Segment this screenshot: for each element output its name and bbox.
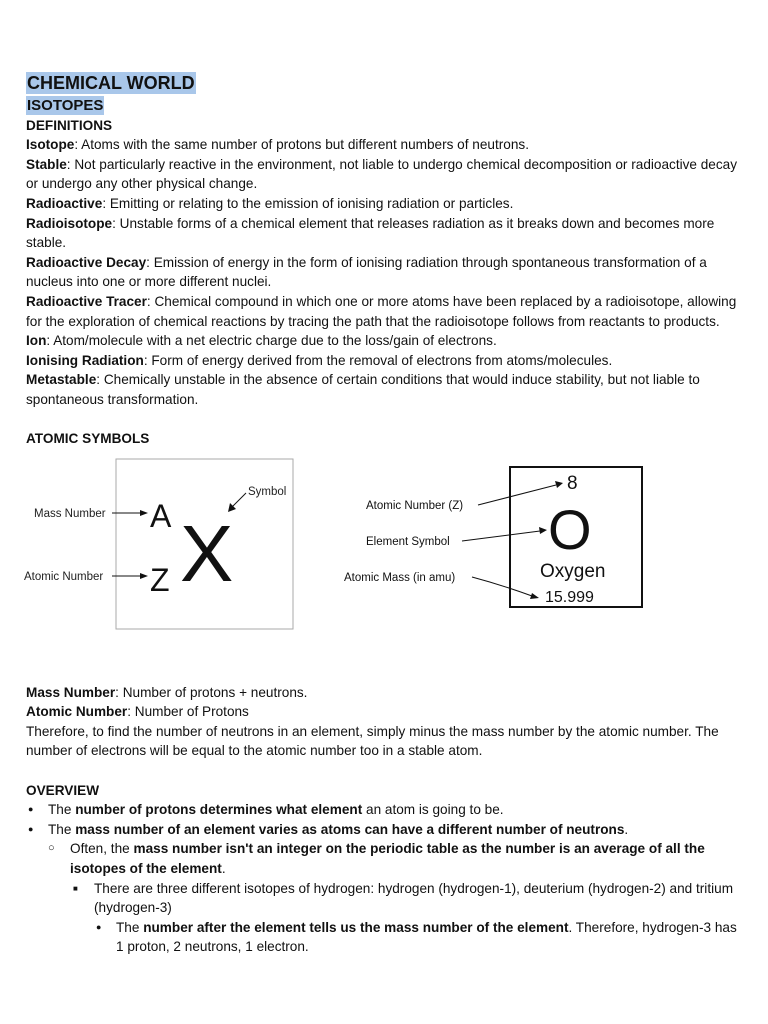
atomic-number-z-label: Atomic Number (Z) bbox=[366, 499, 464, 512]
definition-stable bbox=[26, 155, 746, 194]
atomic-number-label: Atomic Number bbox=[24, 570, 104, 583]
list-text: The bbox=[116, 919, 144, 935]
document-content bbox=[26, 72, 746, 957]
definition-text: : Atom/molecule with a net electric charge due to the loss/gain of electrons. bbox=[46, 333, 497, 349]
element-symbol-char: X bbox=[180, 508, 234, 598]
definition-term: Mass Number bbox=[26, 684, 116, 700]
list-text: Often, the bbox=[70, 841, 134, 857]
definition-term: Radioactive Decay bbox=[26, 254, 147, 270]
element-symbol-label: Element Symbol bbox=[366, 535, 450, 548]
atomic-number-char: Z bbox=[150, 561, 170, 598]
oxygen-element-diagram bbox=[342, 465, 648, 615]
definition-text: : Emission of energy in the form of ionising radiation through spontaneous transformation of a nucleus into one or more different nuclei. bbox=[26, 254, 707, 290]
definition-radioactive-tracer bbox=[26, 292, 746, 331]
definition-term: Radioactive Tracer bbox=[26, 293, 147, 309]
definition-text: : Emitting or relating to the emission of ionising radiation or particles. bbox=[102, 195, 514, 211]
tile-element-symbol: O bbox=[548, 497, 592, 561]
spacer bbox=[26, 761, 746, 781]
atomic-mass-label: Atomic Mass (in amu) bbox=[344, 571, 456, 584]
therefore-paragraph: Therefore, to find the number of neutrons in an element, simply minus the mass number by the atomic number. The number of electrons will be equal to the atomic number too in a stable atom. bbox=[26, 723, 719, 759]
list-text: an atom is going to be. bbox=[362, 802, 504, 818]
symbol-label: Symbol bbox=[248, 485, 287, 498]
definition-radioactive bbox=[26, 194, 746, 214]
list-bold-text: mass number isn't an integer on the periodic table as the number is an average of all the isotopes of the element bbox=[70, 841, 705, 877]
overview-list bbox=[26, 800, 746, 957]
atomic-symbol-diagrams bbox=[26, 455, 746, 665]
list-item bbox=[26, 820, 746, 840]
definition-ion bbox=[26, 331, 746, 351]
list-item bbox=[26, 839, 746, 878]
tile-element-name: Oxygen bbox=[540, 560, 606, 582]
definition-term: Ionising Radiation bbox=[26, 352, 144, 368]
list-text: . bbox=[221, 861, 226, 877]
list-item bbox=[26, 879, 746, 918]
section-title: ISOTOPES bbox=[27, 97, 104, 114]
list-text: . Therefore, hydrogen-3 has 1 proton, 2 neutrons, 1 electron. bbox=[116, 919, 737, 955]
definition-text: : Not particularly reactive in the environment, not liable to undergo chemical decomposition or radioactive decay or undergo any other physical change. bbox=[26, 156, 738, 192]
list-bold-text: number of protons determines what element bbox=[75, 802, 363, 818]
list-text: . bbox=[624, 821, 629, 837]
definition-text: : Unstable forms of a chemical element that releases radiation as it breaks down and becomes more stable. bbox=[26, 215, 715, 251]
definition-isotope bbox=[26, 135, 746, 155]
list-bold-text: number after the element tells us the mass number of the element bbox=[143, 919, 569, 935]
list-item bbox=[26, 918, 746, 957]
list-text: The bbox=[48, 802, 76, 818]
definition-text: : Number of protons + neutrons. bbox=[115, 684, 308, 700]
definition-text: : Chemical compound in which one or more atoms have been replaced by a radioisotope, allowing for the exploration of chemical reactions by tracing the path that the radioisotope follows from reactants to products. bbox=[26, 293, 737, 329]
mass-number-definition bbox=[26, 683, 746, 703]
definition-text: : Chemically unstable in the absence of certain conditions that would induce stability, but not liable to spontaneous transformation. bbox=[26, 372, 700, 407]
definition-text: : Number of Protons bbox=[127, 704, 249, 720]
definition-radioactive-decay bbox=[26, 253, 746, 292]
definition-term: Isotope bbox=[26, 137, 75, 153]
definition-radioisotope bbox=[26, 214, 746, 253]
definition-term: Atomic Number bbox=[26, 704, 128, 720]
tile-atomic-mass: 15.999 bbox=[545, 588, 594, 606]
overview-heading: OVERVIEW bbox=[26, 782, 100, 798]
definition-term: Ion bbox=[26, 333, 47, 349]
mass-number-label: Mass Number bbox=[34, 507, 106, 520]
atomic-symbols-heading: ATOMIC SYMBOLS bbox=[26, 431, 150, 447]
list-bold-text: mass number of an element varies as atoms can have a different number of neutrons bbox=[75, 821, 625, 837]
list-text: The bbox=[48, 821, 76, 837]
mass-number-char: A bbox=[150, 497, 172, 534]
atomic-number-definition bbox=[26, 702, 746, 722]
definition-text: : Form of energy derived from the removal of electrons from atoms/molecules. bbox=[143, 352, 613, 368]
definition-ionising-radiation bbox=[26, 351, 746, 371]
list-item bbox=[26, 800, 746, 820]
definition-term: Radioisotope bbox=[26, 215, 113, 231]
list-text: There are three different isotopes of hydrogen: hydrogen (hydrogen-1), deuterium (hydrogen-2) and tritium (hydrogen-3) bbox=[94, 880, 734, 916]
definition-term: Radioactive bbox=[26, 195, 103, 211]
definition-metastable bbox=[26, 370, 746, 409]
tile-atomic-number: 8 bbox=[567, 472, 578, 494]
definitions-heading: DEFINITIONS bbox=[26, 117, 113, 133]
definitions-list bbox=[26, 135, 746, 409]
spacer bbox=[26, 410, 746, 430]
definition-text: : Atoms with the same number of protons but different numbers of neutrons. bbox=[74, 137, 529, 153]
page-title: CHEMICAL WORLD bbox=[27, 73, 195, 93]
definition-term: Metastable bbox=[26, 372, 97, 388]
definition-term: Stable bbox=[26, 156, 67, 172]
azx-notation-diagram bbox=[24, 455, 298, 631]
